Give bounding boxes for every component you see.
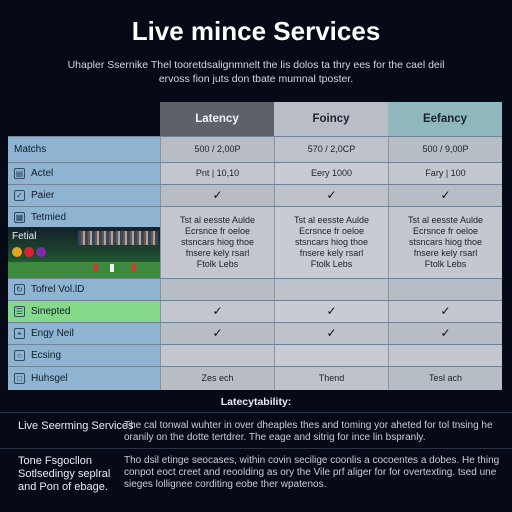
- bottom-label-live-streaming: Live Seerming Services: [18, 420, 134, 432]
- table-cell: Tst al eesste Aulde Ecrsnce fr oeloe stsncars hiog thoe fnsere kely rsarl Ftolk Lebs: [274, 207, 388, 278]
- column-header-foincy[interactable]: Foincy: [274, 102, 388, 136]
- table-cell: Fary | 100: [388, 163, 502, 184]
- page-subtitle: Uhapler Ssernike Thel tooretdsalignmnelt the lis dolos ta thry ees for the cael deil ervoss fion juts don tbate mumnal tposter.: [67, 59, 445, 85]
- row-label-engy-neil: [8, 323, 160, 344]
- table-row: [8, 136, 502, 162]
- check-icon: ✓: [14, 190, 25, 201]
- table-cell: 500 / 9,00P: [388, 137, 502, 162]
- table-cell: 500 / 2,00P: [160, 137, 274, 162]
- row-label-text: Tofrel Vol.lD: [31, 284, 85, 295]
- table-cell: [274, 279, 388, 300]
- row-label-text: Paier: [31, 190, 55, 201]
- table-row: [8, 162, 502, 184]
- row-label-ecsing: [8, 345, 160, 366]
- pitch: [8, 262, 160, 278]
- row-label-text: Sinepted: [31, 306, 71, 317]
- row-label-text: Tetmied: [31, 211, 67, 223]
- table-cell: [160, 345, 274, 366]
- check-icon: ✓: [160, 323, 274, 344]
- table-cell: Tesl ach: [388, 367, 502, 390]
- row-label-text: Ecsing: [31, 350, 62, 361]
- stadium-crowd: [78, 231, 158, 245]
- row-label-text: Engy Neil: [31, 328, 74, 339]
- player-figure: [110, 264, 114, 272]
- check-icon: ✓: [388, 301, 502, 322]
- check-icon: ✓: [160, 185, 274, 206]
- thumbnail-label: Fetial: [12, 231, 37, 242]
- comparison-table: [8, 102, 502, 390]
- table-row: [8, 206, 502, 278]
- divider: [0, 448, 512, 449]
- row-label-top: [8, 207, 160, 227]
- table-cell: Tst al eesste Aulde Ecrsnce fr oeloe stsncars hiog thoe fnsere kely rsarl Ftolk Lebs: [388, 207, 502, 278]
- row-label-text: Huhsgel: [31, 373, 68, 384]
- check-icon: ✓: [274, 301, 388, 322]
- row-label-sinepted: [8, 301, 160, 322]
- table-row: [8, 366, 502, 390]
- table-row: [8, 300, 502, 322]
- check-icon: ✓: [388, 185, 502, 206]
- row-label-matchs: [8, 137, 160, 162]
- player-figure: [94, 264, 98, 272]
- table-cell: 570 / 2,0CP: [274, 137, 388, 162]
- row-label-paier: [8, 185, 160, 206]
- table-cell: [388, 345, 502, 366]
- row-label-huhsgel: [8, 367, 160, 390]
- section-heading: Latecytability:: [220, 396, 292, 408]
- row-label-actel: [8, 163, 160, 184]
- row-label-text: Actel: [31, 168, 54, 179]
- refresh-icon: ↻: [14, 284, 25, 295]
- table-cell: Eery 1000: [274, 163, 388, 184]
- table-cell: Tst al eesste Aulde Ecrsnce fr oeloe stsncars hiog thoe fnsere kely rsarl Ftolk Lebs: [160, 207, 274, 278]
- row-label-tofrel: [8, 279, 160, 300]
- list-icon: ☰: [15, 307, 24, 316]
- check-icon: ✓: [388, 323, 502, 344]
- table-row: [8, 322, 502, 344]
- table-row: [8, 344, 502, 366]
- table-row: [8, 278, 502, 300]
- table-row: [8, 184, 502, 206]
- grid-icon: ▦: [15, 212, 24, 222]
- bottom-description: The cal tonwal wuhter in over dheaples thes and toming yor aheted for tol tnsing he oranily on the dotte tertdrer. The eage and sitrig for ince lin bspranly.: [124, 420, 493, 443]
- circle-icon: ○: [14, 350, 25, 361]
- table-cell: Pnt | 10,10: [160, 163, 274, 184]
- column-header-latency[interactable]: Latency: [160, 102, 274, 136]
- live-stream-thumbnail[interactable]: [8, 227, 160, 278]
- check-icon: ✓: [274, 323, 388, 344]
- player-figure: [132, 264, 136, 272]
- channel-logo-icon: [12, 247, 46, 257]
- row-label-tetmied: [8, 207, 160, 278]
- row-label-text: Matchs: [14, 144, 47, 155]
- table-cell: Zes ech: [160, 367, 274, 390]
- divider: [0, 412, 512, 413]
- pin-icon: ⌖: [14, 328, 25, 339]
- header-blank: [8, 102, 160, 136]
- table-cell: [388, 279, 502, 300]
- bottom-label-features: Tone Fsgocllon Sotlsedingy seplral and Pon of ebage.: [18, 455, 111, 493]
- column-header-eefancy[interactable]: Eefancy: [388, 102, 502, 136]
- table-cell: [160, 279, 274, 300]
- file-icon: ▤: [15, 169, 24, 178]
- table-cell: [274, 345, 388, 366]
- table-header: [8, 102, 502, 136]
- check-icon: ✓: [160, 301, 274, 322]
- table-cell: Thend: [274, 367, 388, 390]
- bottom-description: Tho dsil etinge seocases, within covin secilige coonlis a cocoentes a dobes. He thing conpot eoct creet and reoolding as ory the Vile prf aliger for for overtexting. tsed une sieges lollignee corditing eobe ther wpatenos.: [124, 455, 500, 490]
- check-icon: ✓: [274, 185, 388, 206]
- page-title: Live mince Services: [131, 16, 381, 46]
- square-icon: □: [14, 373, 25, 384]
